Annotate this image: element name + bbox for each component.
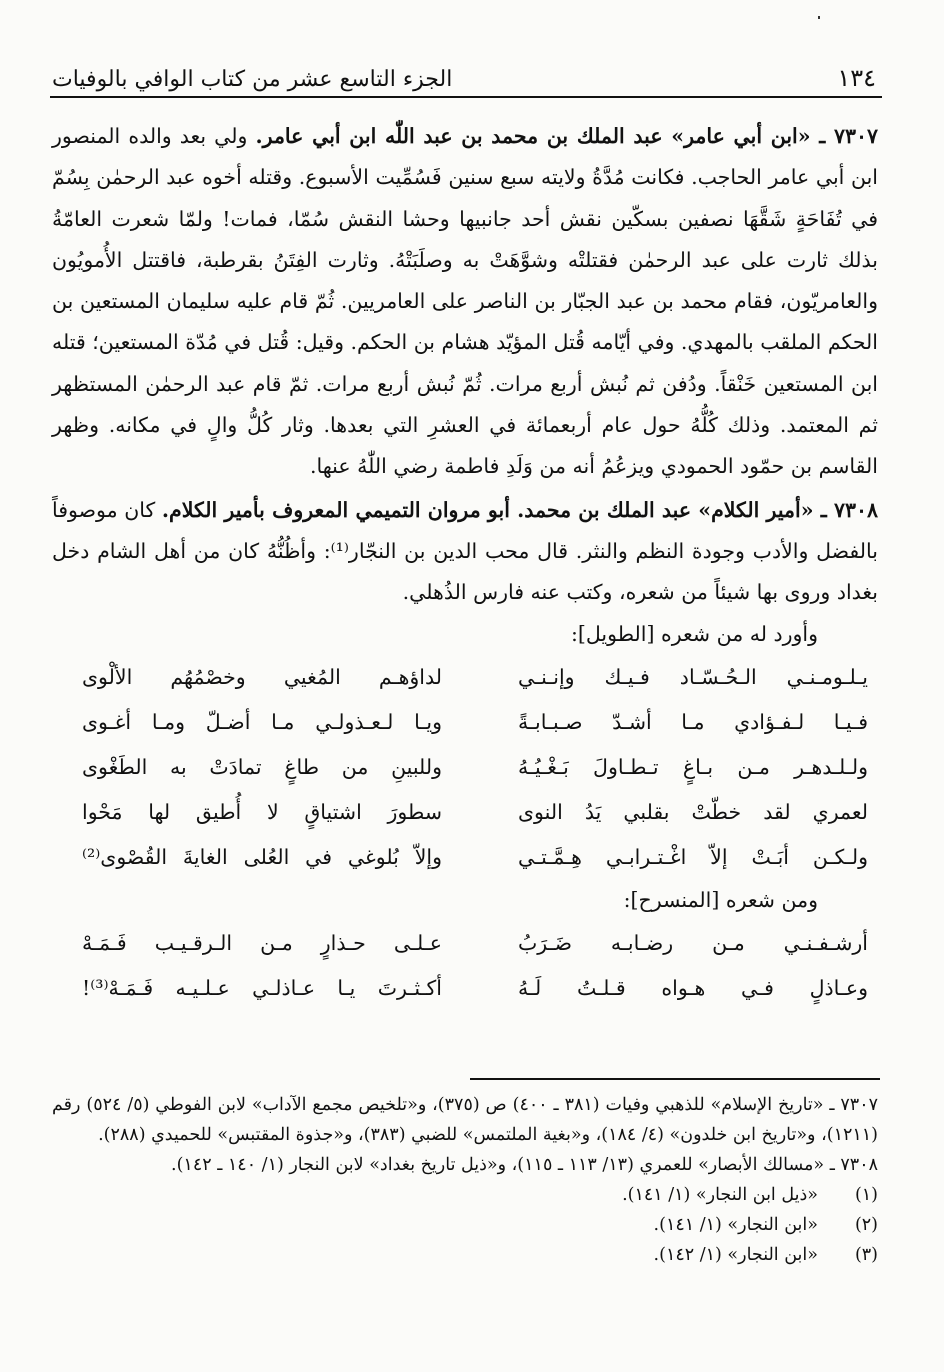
poem-intro: ومن شعره [المنسرح]: [623,887,818,912]
page-number: ١٣٤ [837,64,876,92]
verse-first-hemistich: فـيـا لـفـؤادي مـا أشـدّ صـبـابـةً [518,709,868,734]
verse-second-hemistich: أكـثـرتَ يـا عـاذلـي عـلـيـه فَـمَـهْ⁽³⁾! [82,976,442,1000]
poem-intro: وأورد له من شعره [الطويل]: [570,621,818,646]
verse-line [52,700,878,745]
footnote-number: (٢) [854,1215,878,1235]
verse-first-hemistich: يـلـومـنـي الـحُـسّـاد فـيـك وإنـنـي [518,664,868,689]
scan-speck [818,16,820,19]
footnote-text: «ذيل ابن النجار» (١/ ١٤١). [622,1185,818,1205]
source-reference: ٧٣٠٨ ـ «مسالك الأبصار» للعمري (١٣/ ١١٣ ـ ١١٥)، و«ذيل تاريخ بغداد» لابن النجار (١/ ١٤٠ ـ ١٤٢). [171,1155,878,1175]
footnote-rule [470,1078,880,1080]
verse-line [52,835,878,880]
verse-second-hemistich: وللبينِ من طاغٍ تمادَتْ به الطَغْوى [82,754,442,779]
poem-tawil [52,655,878,880]
verse-first-hemistich: وعـاذلٍ فـي هـواه قـلـتُ لَـهُ [518,976,868,1000]
verse-second-hemistich: سطورَ اشتياقٍ لا أُطيق لها مَحْوا [82,799,442,824]
entry-text: كان موصوفاً بالفضل والأدب وجودة النظم والنثر. قال محب الدين بن النجّار⁽¹⁾: وأظُنُّهُ كان من أهل الشام دخل بغداد وروى بها شيئاً من شعره، وكتب عنه فارس الذُهلي. [52,497,878,605]
verse-second-hemistich: وإلاّ بُلوغي في العُلى الغايةَ القُصْوى⁽²⁾ [82,844,442,869]
verse-first-hemistich: ولـلـدهـر مـن بـاغٍ تـطـاولَ بَـغْـيُـهُ [518,754,868,779]
verse-first-hemistich: ولـكـن أبَـتْ إلاّ اغْـتـرابـي هِـمَّـتـي [518,844,868,869]
entry-7308 [52,490,878,614]
source-reference: ٧٣٠٧ ـ «تاريخ الإسلام» للذهبي وفيات (٣٨١ ـ ٤٠٠) ص (٣٧٥)، و«تلخيص مجمع الآداب» لابن الفوطي (٥/ ٥٢٤) رقم (١٢١١)، و«تاريخ ابن خلدون» (٤/ ١٨٤)، و«بغية الملتمس» للضبي (٣٨٣)، و«جذوة المقتبس» للحميدي (٢٨٨). [52,1095,878,1145]
verse-first-hemistich: لعمري لقد خطّتْ بقلبي يَدُ النوى [518,799,868,824]
footnote [52,1180,878,1210]
verse-line [52,921,878,966]
entry-heading: ٧٣٠٧ ـ «ابن أبي عامر» عبد الملك بن محمد بن عبد اللّٰه ابن أبي عامر. [255,124,878,148]
verse-second-hemistich: عـلـى حـذارٍ مـن الـرقـيـب فَـمَـهْ [82,931,442,955]
running-title: الجزء التاسع عشر من كتاب الوافي بالوفيات [52,67,453,92]
verse-first-hemistich: أرشـفـنـي مـن رضـابـه ضَـرَبُ [518,931,868,955]
footnotes [52,1090,878,1270]
footnote-text: «ابن النجار» (١/ ١٤٢). [653,1245,818,1265]
verse-line [52,966,878,1011]
footnote [52,1240,878,1270]
footnote [52,1210,878,1240]
entry-7307 [52,116,878,488]
main-text [52,116,878,1011]
verse-second-hemistich: ويـا لـعـذولـي مـا أضـلّ ومـا أغـوى [82,709,442,734]
poem-munsarih [52,921,878,1011]
footnote-number: (٣) [854,1245,878,1265]
header-rule [50,96,882,98]
entry-text: ولي بعد والده المنصور ابن أبي عامر الحاجب. فكانت مُدَّةُ ولايته سبع سنين فَسُمِّيت الأسبوع. وقتله أخوه عبد الرحمٰن بِسُمّ في تُفَاحَةٍ شَقَّهَا نصفين بسكّين نقش أحد جانبيها وحشا النقش سُمّا، فمات! ولمّا شعرت العامّةُ بذلك ثارت على عبد الرحمٰن فقتلتْه وشوَّهَتْ به وصلَبَتْهُ. وثارت الفِتَنُ بقرطبة، فاقتتل الأُمويُون والعامريّون، فقام محمد بن عبد الجبّار بن الناصر على العامريين. ثُمّ قام عليه سليمان المستعين بن الحكم الملقب بالمهدي. وفي أيّامه قُتل المؤيّد هشام بن الحكم. وقيل: قُتل في مُدّة المستعين؛ قتله ابن المستعين خَنْقاً. ودُفن ثم نُبش أربع مرات. ثُمّ نُبش أربع مرات. ثمّ قام عبد الرحمٰن المستظهر ثم المعتمد. وذلك كُلُّهُ حول عام أربعمائة في العشرِ التي بعدها. وثار كُلُّ والٍ في مكانه. وظهر القاسم بن حمّود الحمودي ويزعُمُ أنه من وَلَدِ فاطمة رضي اللّٰهُ عنها. [52,124,878,479]
footnote-text: «ابن النجار» (١/ ١٤١). [653,1215,818,1235]
verse-line [52,655,878,700]
verse-line [52,790,878,835]
entry-heading: ٧٣٠٨ ـ «أمير الكلام» عبد الملك بن محمد. أبو مروان التميمي المعروف بأمير الكلام. [161,497,878,522]
verse-second-hemistich: لداؤهـم المُغيي وخصْمُهُم الألْوى [82,664,442,689]
verse-line [52,745,878,790]
page-header [52,52,876,96]
footnote-number: (١) [854,1185,878,1205]
